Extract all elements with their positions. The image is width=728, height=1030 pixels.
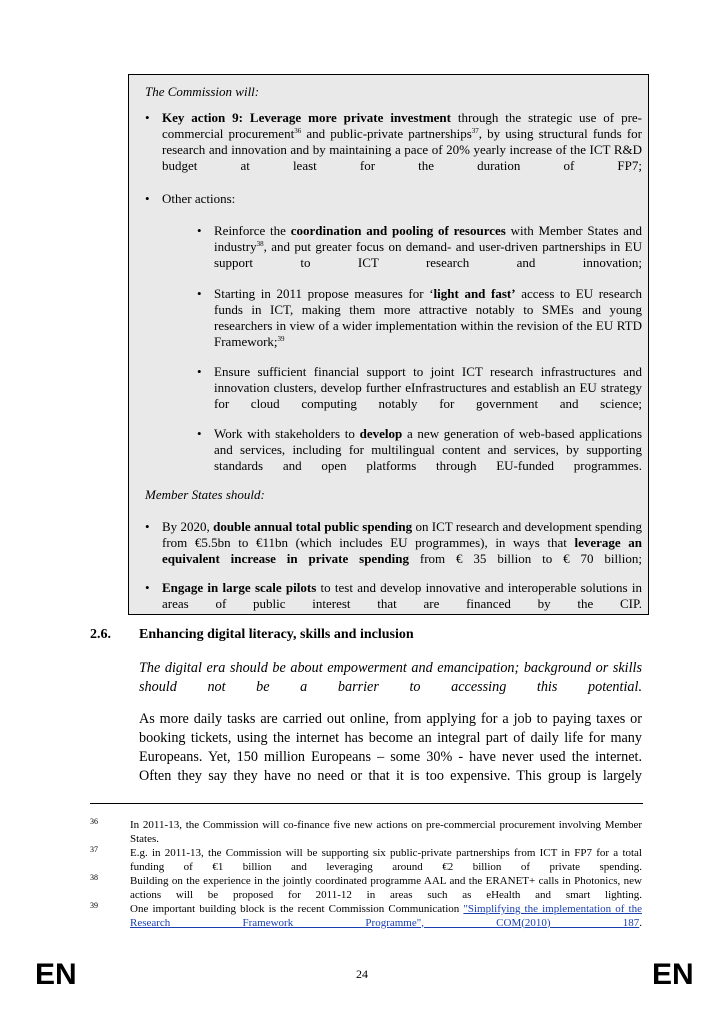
- section-title: Enhancing digital literacy, skills and inclusion: [139, 627, 414, 642]
- member-states-intro: Member States should:: [145, 487, 265, 502]
- footnote-number: 36: [90, 817, 98, 826]
- section-lead: The digital era should be about empowerment and emancipation; background or skills should not be a barrier to accessing this potential.: [139, 660, 642, 695]
- text: on ICT research and development spending from €5.5bn to €11bn (which includes EU programmes), in ways that: [162, 519, 642, 550]
- bold-text: develop: [359, 426, 403, 441]
- footnote-36: In 2011-13, the Commission will co-finance five new actions on pre-commercial procurement involving Member States.: [130, 819, 642, 845]
- footnote-ref-37[interactable]: 37: [471, 127, 479, 135]
- bullet-dot: •: [197, 364, 202, 379]
- ms-action-spending: [162, 519, 642, 567]
- language-tag-right: EN: [652, 958, 694, 991]
- key-action-text: , by using structural funds for research and innovation and by maintaining a pace of 20% yearly increase of the ICT R&D budget at least for the duration of FP7;: [162, 126, 642, 173]
- footnote-37: E.g. in 2011-13, the Commission will be supporting six public-private partnerships from ICT in FP7 for a total funding of €1 billion and leveraging around €2 billion of private spending.: [130, 847, 642, 873]
- sub-action-light-fast: [214, 286, 642, 350]
- footnote-38: Building on the experience in the jointly coordinated programme AAL and the ERANET+ calls in Photonics, new actions will be proposed for 2011-12 in areas such as eHealth and smart lighting.: [130, 875, 642, 901]
- text: access to EU research funds in ICT, making them more attractive notably to SMEs and young researchers in view of a wider implementation within the revision of the EU RTD Framework;: [214, 286, 642, 349]
- bullet-dot: •: [197, 223, 202, 238]
- bullet-dot: •: [145, 191, 150, 206]
- language-tag-left: EN: [35, 958, 77, 991]
- page-number: 24: [356, 967, 368, 981]
- footnote-39: [130, 903, 642, 930]
- footnote-ref-36[interactable]: 36: [294, 127, 302, 135]
- text: a new generation of web-based applications and services, including for multilingual content and services, by supporting standards and open platforms through EU-funded programmes.: [214, 426, 643, 473]
- text: .: [639, 916, 642, 929]
- text: Reinforce the: [214, 223, 291, 238]
- text: One important building block is the recent Commission Communication: [130, 903, 464, 915]
- bullet-dot: •: [197, 286, 202, 301]
- text: from € 35 billion to € 70 billion;: [409, 551, 642, 566]
- text: to test and develop innovative and interoperable solutions in areas of public interest that are financed by the CIP.: [162, 580, 642, 611]
- bold-text: light and fast’: [433, 286, 516, 301]
- bullet-dot: •: [145, 110, 150, 125]
- bold-text: Engage in large scale pilots: [162, 580, 317, 595]
- footnote-number: 38: [90, 873, 98, 882]
- bullet-dot: •: [197, 426, 202, 441]
- footnote-separator: [90, 803, 643, 804]
- footnote-ref-38[interactable]: 38: [256, 240, 264, 248]
- section-body: As more daily tasks are carried out online, from applying for a job to paying taxes or booking tickets, using the internet has become an integral part of daily life for many Europeans. Yet, 150 million Europeans – some 30% - have never used the internet. Often they say they have no need or that it is too expensive. This group is largely: [139, 711, 642, 784]
- section-number: 2.6.: [90, 627, 111, 642]
- sub-action-infrastructures: Ensure sufficient financial support to joint ICT research infrastructures and innovation clusters, develop further eInfrastructures and establish an EU strategy for cloud computing notably for government and science;: [214, 364, 642, 411]
- text: Starting in 2011 propose measures for ‘: [214, 286, 434, 301]
- key-action-text: and public-private partnerships: [301, 126, 472, 141]
- text: Work with stakeholders to: [214, 426, 360, 441]
- other-actions-label: Other actions:: [162, 191, 236, 206]
- footnote-number: 39: [90, 901, 98, 910]
- sub-action-coordination: [214, 223, 642, 271]
- bold-text: double annual total public spending: [213, 519, 413, 534]
- bullet-dot: •: [145, 519, 150, 534]
- sub-action-develop: [214, 426, 642, 474]
- text: with Member States and industry: [214, 223, 642, 254]
- key-action-lead: Key action 9: Leverage more private investment: [162, 110, 451, 125]
- commission-intro: The Commission will:: [145, 84, 260, 99]
- communication-link[interactable]: "Simplifying the implementation of the Research Framework Programme", COM(2010) 187: [130, 903, 642, 929]
- footnote-ref-39[interactable]: 39: [277, 335, 285, 343]
- key-action-text: through the strategic use of pre-commercial procurement: [162, 110, 642, 141]
- bullet-dot: •: [145, 580, 150, 595]
- bold-text: leverage an equivalent increase in private spending: [162, 535, 642, 566]
- ms-action-pilots: [162, 580, 642, 612]
- text: By 2020,: [162, 519, 214, 534]
- text: , and put greater focus on demand- and user-driven partnerships in EU support to ICT research and innovation;: [214, 239, 642, 270]
- footnote-number: 37: [90, 845, 98, 854]
- bold-text: coordination and pooling of resources: [290, 223, 506, 238]
- key-action-9: [162, 110, 642, 174]
